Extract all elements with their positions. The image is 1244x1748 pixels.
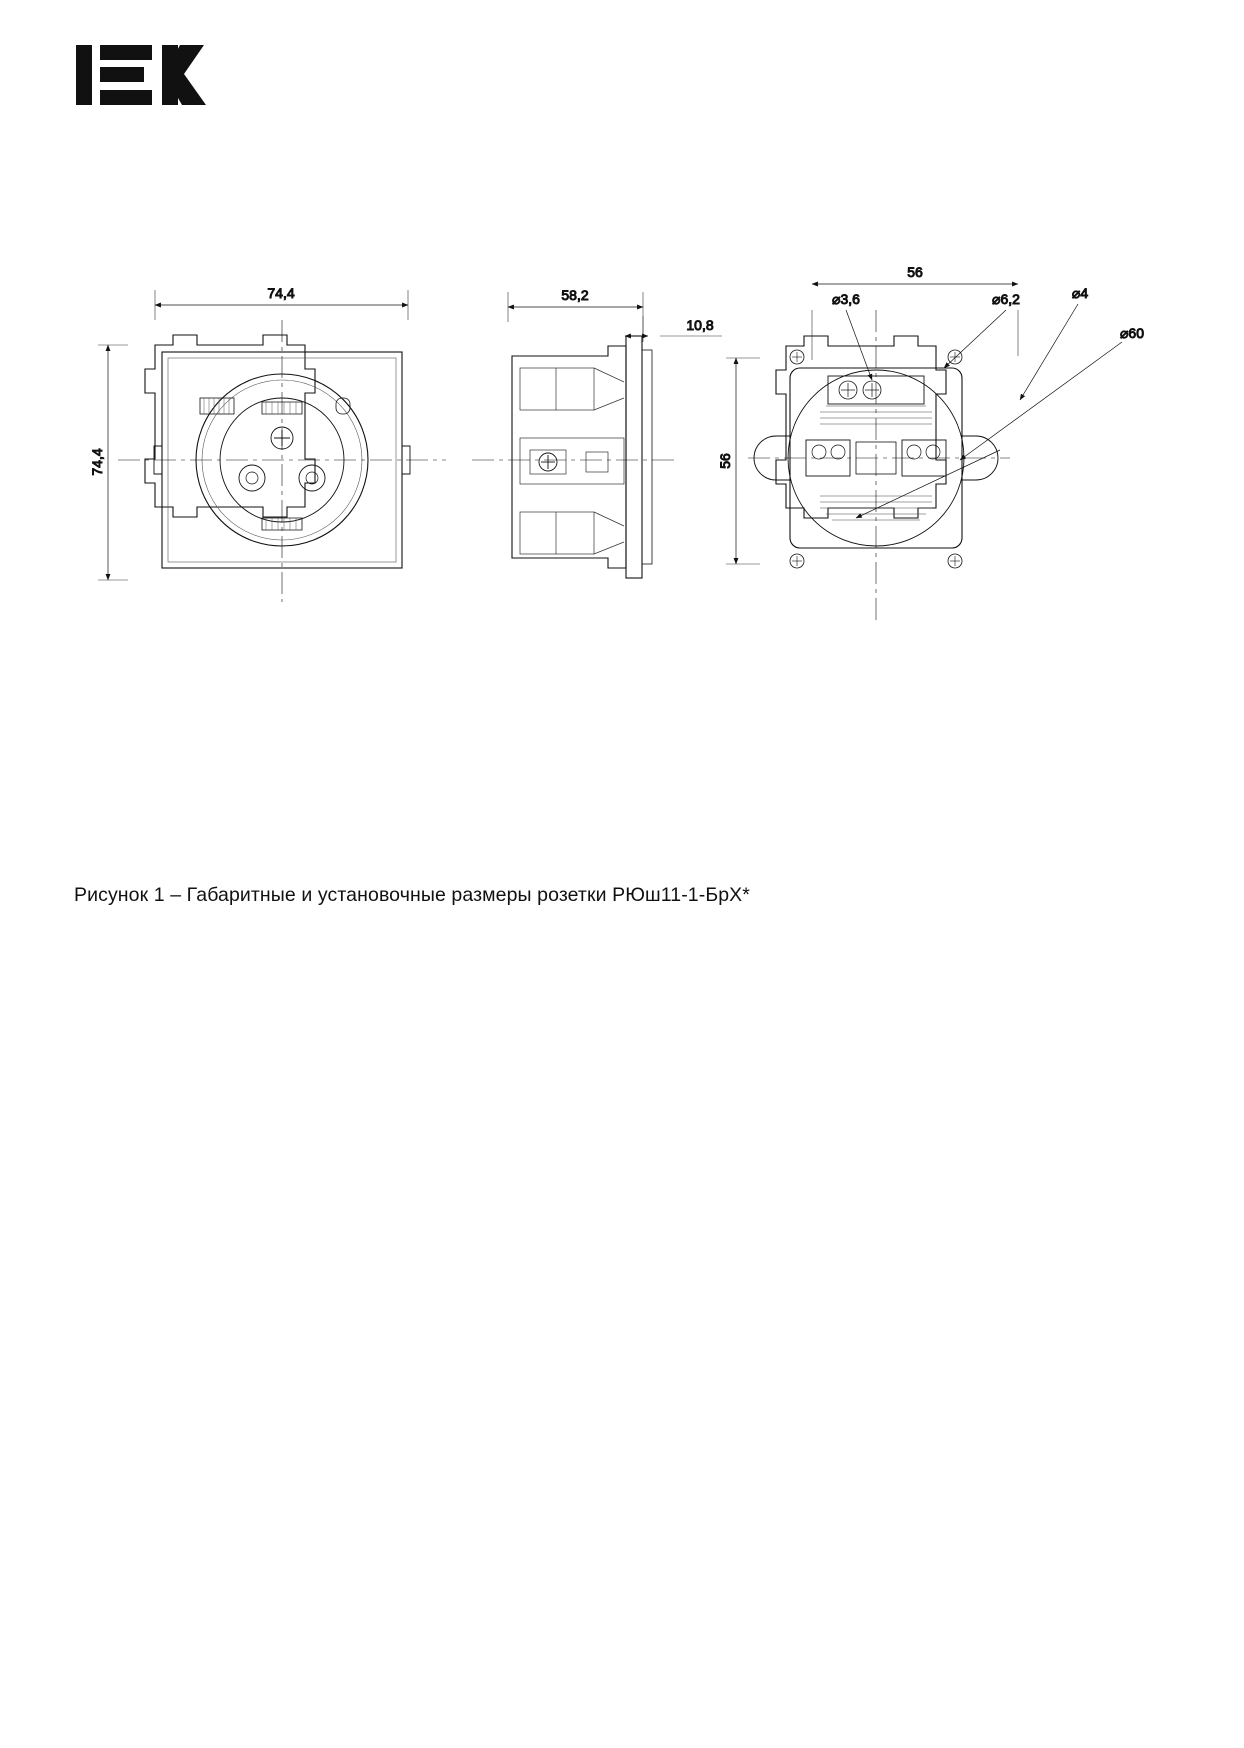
front-view xyxy=(89,285,446,602)
figure-caption: Рисунок 1 – Габаритные и установочные размеры розетки РЮш11-1-БрХ* xyxy=(74,884,750,906)
dim-front-height: 74,4 xyxy=(89,448,105,476)
dim-front-width: 74,4 xyxy=(267,285,295,301)
rear-view xyxy=(717,264,1144,622)
brand-logo xyxy=(74,40,234,110)
dim-hole-pin: ⌀4 xyxy=(1071,285,1089,301)
dim-hole-medium: ⌀6,2 xyxy=(992,291,1020,307)
technical-drawing xyxy=(0,250,1244,630)
dim-rear-width: 56 xyxy=(907,264,923,280)
dim-side-frame: 10,8 xyxy=(686,317,714,333)
dim-rear-height: 56 xyxy=(717,453,733,469)
side-view xyxy=(472,287,722,578)
dim-hole-large: ⌀60 xyxy=(1119,325,1145,341)
iek-logo-icon xyxy=(74,40,234,110)
dim-hole-small: ⌀3,6 xyxy=(832,291,860,307)
dim-side-depth: 58,2 xyxy=(561,287,589,303)
drawing-canvas xyxy=(0,250,1244,630)
